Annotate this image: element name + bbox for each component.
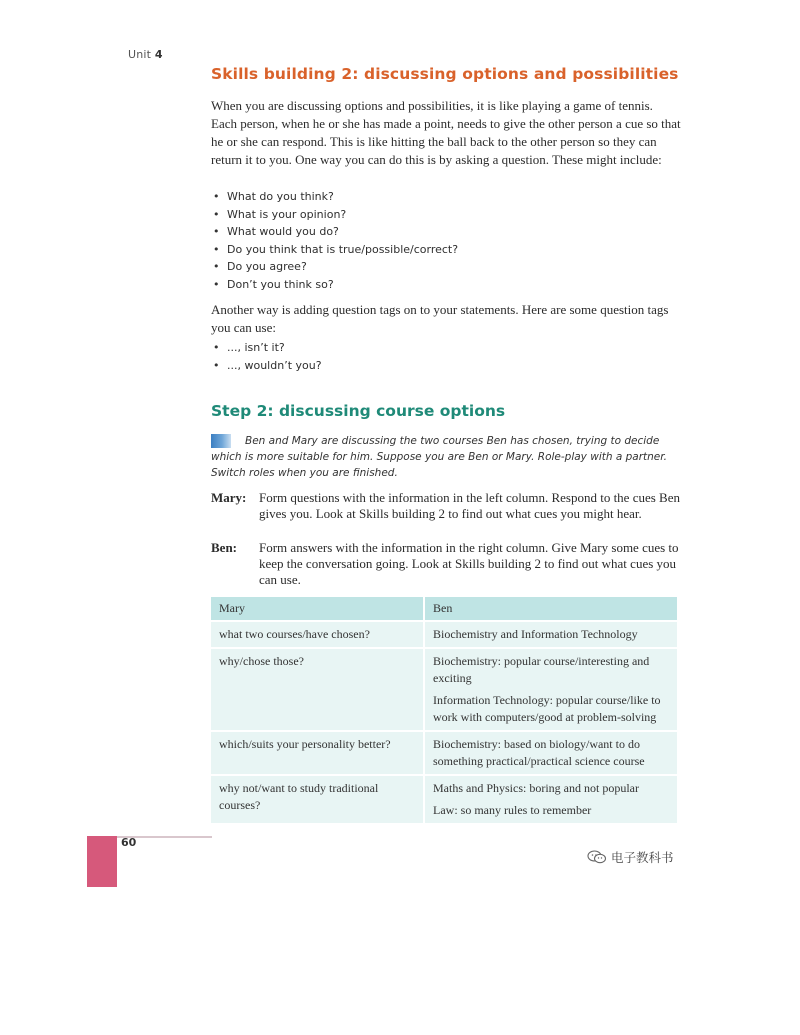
table-row — [211, 648, 678, 731]
wechat-icon — [587, 850, 607, 864]
table-cell-mary: why not/want to study traditional courses? — [211, 775, 424, 823]
cell-line: Maths and Physics: boring and not popular — [433, 781, 639, 795]
table-cell-ben — [424, 731, 678, 775]
question-tags-paragraph: Another way is adding question tags on to your statements. Here are some question tags you can use: — [211, 302, 669, 335]
role-description: Form questions with the information in the left column. Respond to the cues Ben gives you. Look at Skills building 2 to find out what cues you might hear. — [259, 490, 680, 521]
list-item: • Do you think that is true/possible/correct? — [211, 241, 671, 259]
role-ben — [211, 540, 681, 588]
cell-line: Biochemistry: based on biology/want to do something practical/practical science course — [433, 737, 645, 768]
list-item: • ..., isn’t it? — [211, 339, 671, 357]
role-mary — [211, 490, 681, 522]
question-list — [211, 188, 671, 294]
page-number-tab — [87, 836, 117, 887]
table-cell-mary: which/suits your personality better? — [211, 731, 424, 775]
cell-line: Information Technology: popular course/like to work with computers/good at problem-solving — [433, 693, 661, 724]
table-cell-mary: what two courses/have chosen? — [211, 621, 424, 648]
list-item: • What is your opinion? — [211, 206, 671, 224]
unit-word: Unit — [128, 48, 152, 61]
cell-line: Biochemistry and Information Technology — [433, 627, 638, 641]
step-instruction: Ben and Mary are discussing the two courses Ben has chosen, trying to decide which is more suitable for him. Suppose you are Ben or Mary. Role-play with a partner. Switch roles when you are finished. — [211, 435, 667, 479]
list-item: • Don’t you think so? — [211, 276, 671, 294]
unit-number: 4 — [154, 48, 163, 61]
list-item: • What do you think? — [211, 188, 671, 206]
role-name: Mary: — [211, 490, 247, 505]
cell-line: Law: so many rules to remember — [433, 803, 592, 817]
list-item: • What would you do? — [211, 223, 671, 241]
role-description: Form answers with the information in the right column. Give Mary some cues to keep the conversation going. Look at Skills building 2 to find out what cues you can use. — [259, 540, 679, 587]
page-number: 60 — [121, 836, 137, 849]
cell-line: Biochemistry: popular course/interesting and exciting — [433, 654, 650, 685]
watermark — [587, 848, 674, 866]
table-cell-ben — [424, 775, 678, 823]
role-name: Ben: — [211, 540, 237, 555]
list-item: • Do you agree? — [211, 258, 671, 276]
table-row — [211, 621, 678, 648]
column-header-mary: Mary — [211, 597, 424, 621]
table-cell-mary: why/chose those? — [211, 648, 424, 731]
unit-label — [128, 48, 163, 61]
table-header-row — [211, 597, 678, 621]
table-cell-ben — [424, 648, 678, 731]
list-item: • ..., wouldn’t you? — [211, 357, 671, 375]
skills-intro-paragraph: When you are discussing options and possibilities, it is like playing a game of tennis. Each person, when he or she has made a point, needs to give the other person a cue so that he or she can respond. This is like hitting the ball back to the other person so they can return it to you. One way you can do this is by asking a question. These might include: — [211, 98, 681, 167]
table-row — [211, 731, 678, 775]
watermark-text: 电子教科书 — [611, 850, 674, 865]
table-cell-ben — [424, 621, 678, 648]
table-row — [211, 775, 678, 823]
question-tag-list — [211, 339, 671, 374]
step-2-title: Step 2: discussing course options — [211, 402, 506, 420]
skills-building-title: Skills building 2: discussing options and possibilities — [211, 65, 679, 83]
column-header-ben: Ben — [424, 597, 678, 621]
course-options-table — [211, 597, 679, 823]
